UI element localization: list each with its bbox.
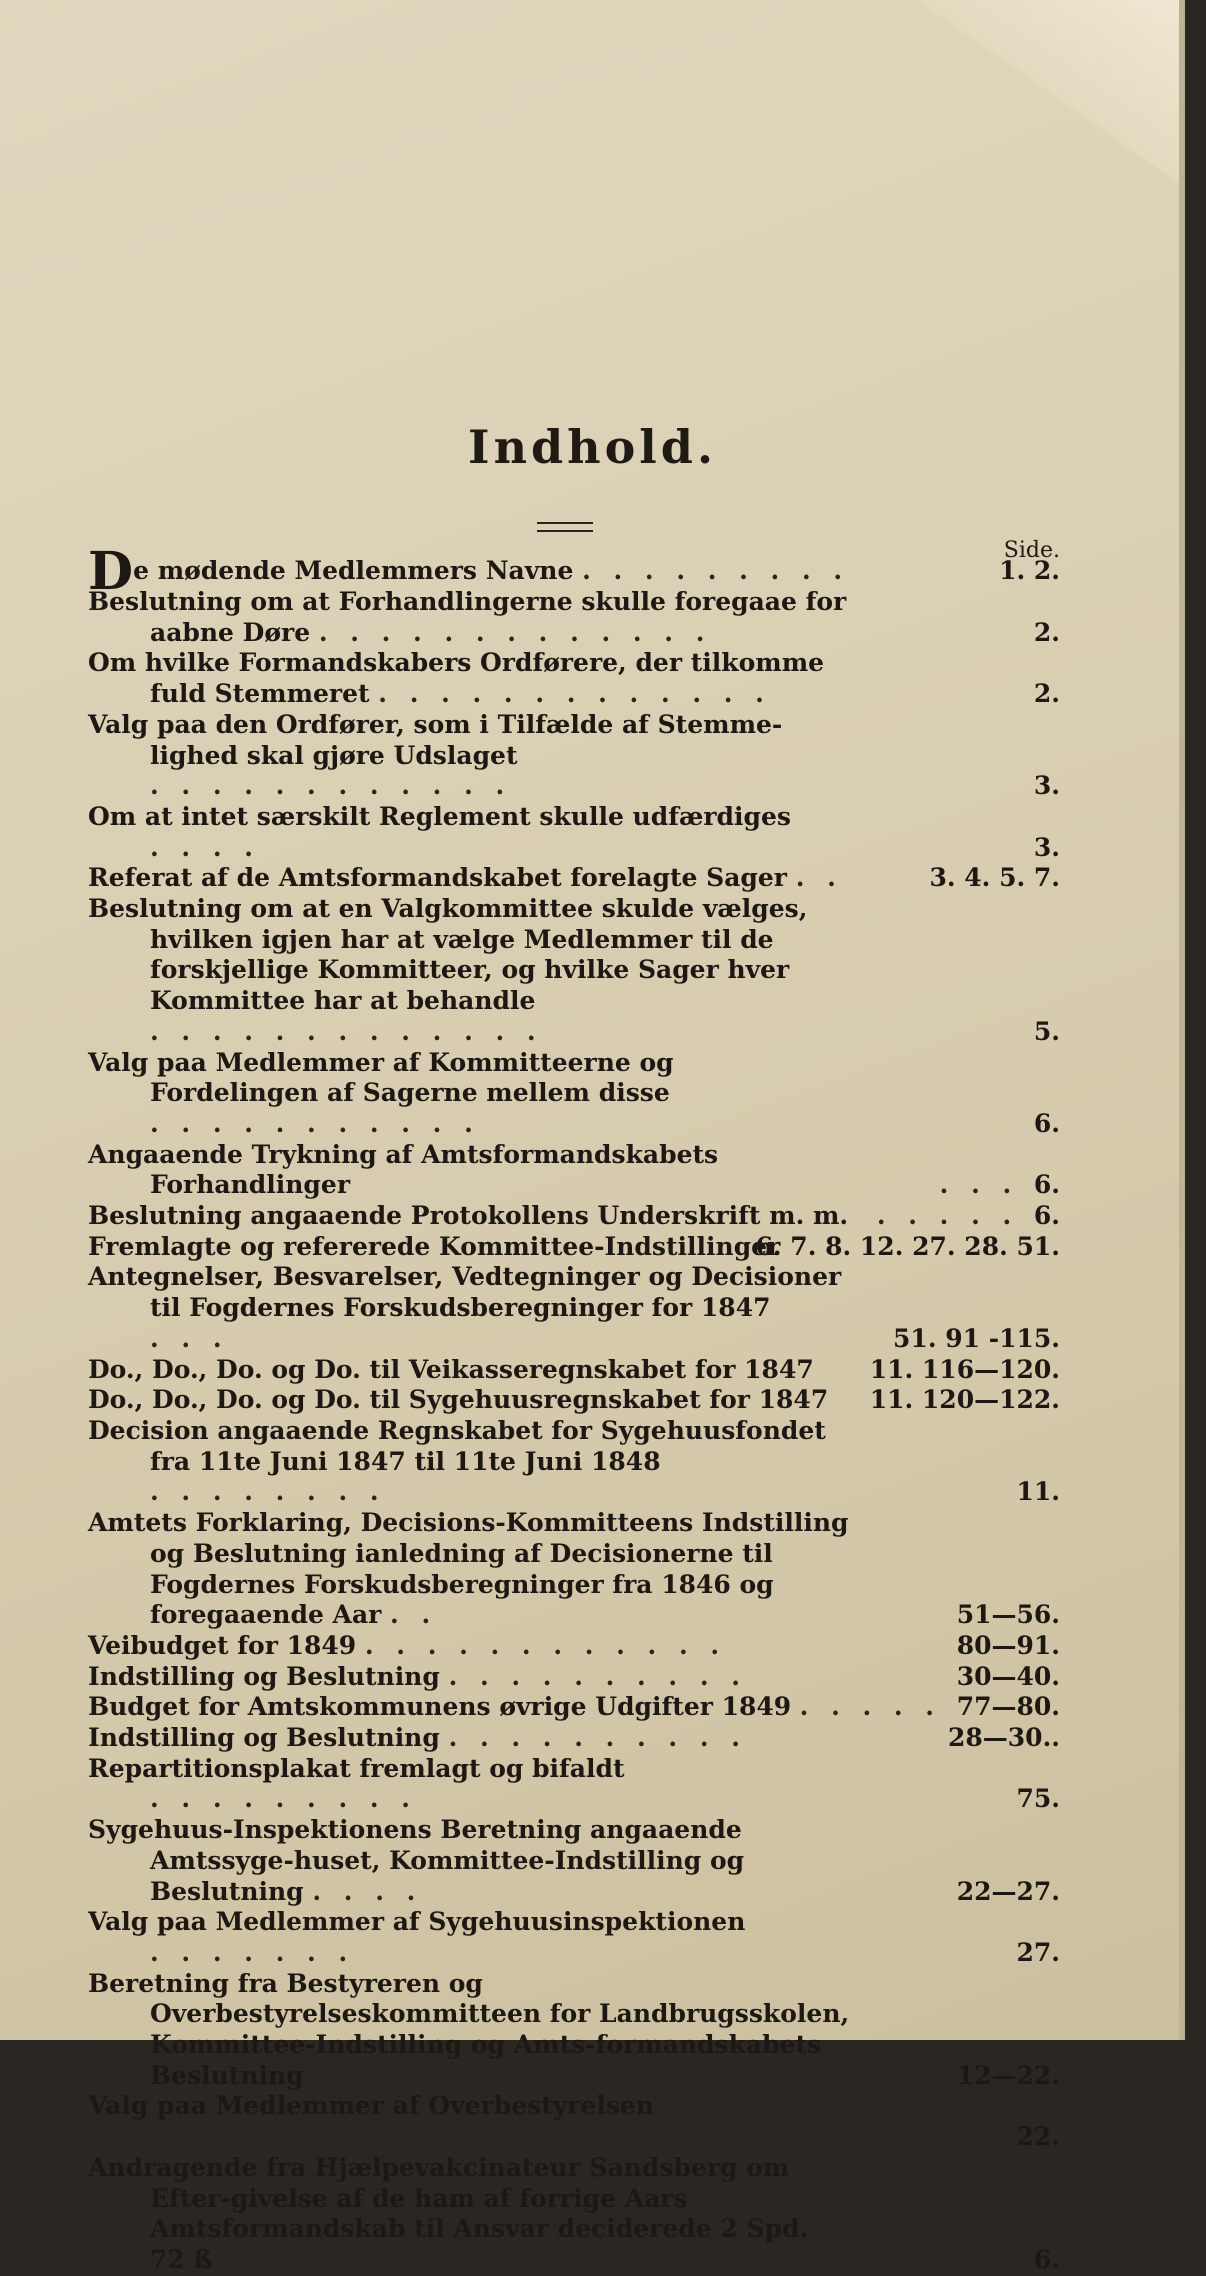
- toc-entry: Andragende fra Hjælpevakcinateur Sandsberg om Efter-givelse af de ham af forrige Aars Amtsformandskab til Ansvar deciderede 2 Spd. 72 ß . . . . . . . . 6.: [88, 2152, 1060, 2274]
- page-title: Indhold.: [468, 420, 717, 474]
- toc-entry-pages: 6.: [1033, 2244, 1060, 2274]
- toc-entry-pages: 2.: [1033, 617, 1060, 647]
- toc-entry-text: Valg paa den Ordfører, som i Tilfælde af Stemme-lighed skal gjøre Udslaget: [88, 709, 783, 770]
- toc-entry: Beretning fra Bestyreren og Overbestyrelseskommitteen for Landbrugsskolen, Kommittee-Indstilling og Amts-formandskabets Beslutning . . . . . . . . 12—22.: [88, 1968, 1060, 2090]
- toc-entry-text: Do., Do., Do. og Do. til Sygehuusregnskabet for 1847: [88, 1385, 829, 1415]
- toc-entry-text: Angaaende Trykning af Amtsformandskabets Forhandlinger: [88, 1139, 719, 1200]
- side-column-label: Side.: [1003, 538, 1060, 563]
- toc-entry: Valg paa Medlemmer af Overbestyrelsen . . . . . . . . . 22.: [88, 2091, 1060, 2152]
- toc-entry: De mødende Medlemmers Navne . . . . . . . . . 1. 2.: [88, 541, 1060, 602]
- toc-entry-text: e mødende Medlemmers Navne: [133, 556, 574, 585]
- toc-entry-pages: . . . 6.: [939, 1170, 1060, 1200]
- toc-entry: Amtets Forklaring, Decisions-Kommitteens Indstilling og Beslutning ianledning af Decisionerne til Fogdernes Forskudsberegninger fra 1846 og foregaaende Aar . . 51—56.: [88, 1508, 1060, 1630]
- toc-entry-text: Referat af de Amtsformandskabet forelagte Sager: [88, 863, 787, 893]
- toc-entry-pages: 11.: [1016, 1477, 1060, 1507]
- toc-entry: [88, 1232, 1060, 1263]
- toc-entry-text: Amtets Forklaring, Decisions-Kommitteens Indstilling og Beslutning ianledning af Decisionerne til Fogdernes Forskudsberegninger fra 1846 og foregaaende Aar: [88, 1508, 849, 1630]
- toc-entry-text: Indstilling og Beslutning: [88, 1723, 440, 1753]
- toc-entry-pages: 12—22.: [956, 2060, 1060, 2090]
- toc-entry: Om at intet særskilt Reglement skulle udfærdiges . . . . 3.: [88, 801, 1060, 862]
- toc-entry-pages: 51—56.: [956, 1600, 1060, 1630]
- toc-entry: Om hvilke Formandskabers Ordførere, der tilkomme fuld Stemmeret . . . . . . . . . . . . . 2.: [88, 648, 1060, 709]
- toc-entry: Indstilling og Beslutning . . . . . . . . . . 30—40.: [88, 1661, 1060, 1691]
- toc-entry-pages: 3.: [1033, 771, 1060, 801]
- toc-entry-pages: 2.: [1033, 679, 1060, 709]
- toc-entry-text: Indstilling og Beslutning: [88, 1661, 440, 1691]
- toc-entry-text: Sygehuus-Inspektionens Beretning angaaende Amtssyge-huset, Kommittee-Indstilling og Beslutning: [88, 1815, 745, 1906]
- toc-entry-text: Om at intet særskilt Reglement skulle udfærdiges: [88, 801, 791, 831]
- toc-entry: Sygehuus-Inspektionens Beretning angaaende Amtssyge-huset, Kommittee-Indstilling og Beslutning . . . . 22—27.: [88, 1815, 1060, 1906]
- toc-entry-pages: 80—91.: [956, 1630, 1060, 1660]
- toc-entry: Beslutning om at en Valgkommittee skulde vælges, hvilken igjen har at vælge Medlemmer til de forskjellige Kommitteer, og hvilke Sager hver Kommittee har at behandle . . . . . . . . . . . . . 5.: [88, 894, 1060, 1046]
- toc-entry-text: Beslutning angaaende Protokollens Underskrift m. m.: [88, 1201, 849, 1231]
- toc-entry: [88, 1201, 1060, 1232]
- toc-entry-pages: 27.: [1016, 1937, 1060, 1967]
- toc-entry-text: Valg paa Medlemmer af Sygehuusinspektionen: [88, 1907, 746, 1937]
- toc-entry-pages: 6. 7. 8. 12. 27. 28. 51.: [755, 1231, 1060, 1261]
- toc-entry-pages: 51. 91 -115.: [893, 1323, 1060, 1353]
- toc-entry: Valg paa Medlemmer af Kommitteerne og Fordelingen af Sagerne mellem disse . . . . . . . . . . . 6.: [88, 1047, 1060, 1138]
- toc-entry-pages: 11. 116—120.: [869, 1354, 1060, 1384]
- toc-entry-pages: 3. 4. 5. 7.: [929, 863, 1060, 893]
- toc-entry-text: Budget for Amtskommunens øvrige Udgifter 1849: [88, 1692, 792, 1722]
- toc-entry-pages: 75.: [1016, 1784, 1060, 1814]
- toc-entry-text: Veibudget for 1849: [88, 1630, 357, 1660]
- toc-entry-text: Valg paa Medlemmer af Overbestyrelsen: [88, 2091, 655, 2121]
- toc-entry: Referat af de Amtsformandskabet forelagte Sager . . 3. 4. 5. 7.: [88, 863, 1060, 893]
- toc-entry-text: Repartitionsplakat fremlagt og bifaldt: [88, 1753, 625, 1783]
- toc-entry-pages: 28—30..: [948, 1723, 1060, 1753]
- toc-entry-pages: 30—40.: [956, 1661, 1060, 1691]
- toc-entry: Decision angaaende Regnskabet for Sygehuusfondet fra 11te Juni 1847 til 11te Juni 1848 . . . . . . . . 11.: [88, 1415, 1060, 1507]
- toc-entry-pages: 11. 120—122.: [869, 1385, 1060, 1415]
- toc-entry-text: Beretning fra Bestyreren og Overbestyrelseskommitteen for Landbrugsskolen, Kommittee-Indstilling og Amts-formandskabets Beslutning: [88, 1968, 850, 2090]
- drop-cap: D: [88, 541, 134, 602]
- toc-entry: [88, 1140, 1060, 1201]
- toc-entry: Valg paa Medlemmer af Sygehuusinspektionen . . . . . . . 27.: [88, 1907, 1060, 1967]
- toc-entry: Beslutning om at Forhandlingerne skulle foregaae for aabne Døre . . . . . . . . . . . . . 2.: [88, 587, 1060, 647]
- toc-entry-pages: 6.: [1033, 1108, 1060, 1138]
- toc-entry: [88, 1385, 1060, 1416]
- toc-entry-text: Andragende fra Hjælpevakcinateur Sandsberg om Efter-givelse af de ham af forrige Aars Amtsformandskab til Ansvar deciderede 2 Spd. 72 ß: [88, 2152, 809, 2274]
- toc-entry-text: Beslutning om at Forhandlingerne skulle foregaae for aabne Døre: [88, 587, 847, 647]
- toc-entry: [88, 1355, 1060, 1386]
- toc-entry-pages: 1. 2.: [999, 556, 1060, 586]
- toc-entry-pages: 22.: [1016, 2122, 1060, 2152]
- toc-entry-pages: . . . . . 6.: [876, 1201, 1060, 1231]
- toc-entry-text: Antegnelser, Besvarelser, Vedtegninger og Decisioner til Fogdernes Forskudsberegninger for 1847: [88, 1262, 842, 1323]
- toc-entry: Veibudget for 1849 . . . . . . . . . . . . 80—91.: [88, 1630, 1060, 1660]
- toc-entry-pages: 22—27.: [956, 1876, 1060, 1906]
- toc-entry-text: Beslutning om at en Valgkommittee skulde vælges, hvilken igjen har at vælge Medlemmer til de forskjellige Kommitteer, og hvilke Sager hver Kommittee har at behandle: [88, 894, 808, 1016]
- toc-entry: Antegnelser, Besvarelser, Vedtegninger og Decisioner til Fogdernes Forskudsberegninger for 1847 . . . 51. 91 -115.: [88, 1262, 1060, 1353]
- toc-entry-text: Decision angaaende Regnskabet for Sygehuusfondet fra 11te Juni 1847 til 11te Juni 1848: [88, 1415, 826, 1476]
- toc-entry: [88, 1692, 1060, 1723]
- toc-entry: Repartitionsplakat fremlagt og bifaldt . . . . . . . . . 75.: [88, 1753, 1060, 1814]
- title-double-rule: [537, 522, 593, 532]
- toc-entry-text: Do., Do., Do. og Do. til Veikasseregnskabet for 1847: [88, 1354, 814, 1384]
- toc-entry-text: Fremlagte og refererede Kommittee-Indstillinger: [88, 1231, 781, 1261]
- toc-entry-text: Om hvilke Formandskabers Ordførere, der tilkomme fuld Stemmeret: [88, 648, 825, 709]
- toc-entry-pages: . . . . . 77—80.: [799, 1692, 1060, 1722]
- toc-entry-text: Valg paa Medlemmer af Kommitteerne og Fordelingen af Sagerne mellem disse: [88, 1047, 674, 1108]
- toc-entry-pages: 3.: [1033, 832, 1060, 862]
- toc-entry: Indstilling og Beslutning . . . . . . . . . . 28—30..: [88, 1723, 1060, 1753]
- toc-entry: Valg paa den Ordfører, som i Tilfælde af Stemme-lighed skal gjøre Udslaget . . . . . . . . . . . . 3.: [88, 709, 1060, 801]
- toc-entry-pages: 5.: [1033, 1016, 1060, 1046]
